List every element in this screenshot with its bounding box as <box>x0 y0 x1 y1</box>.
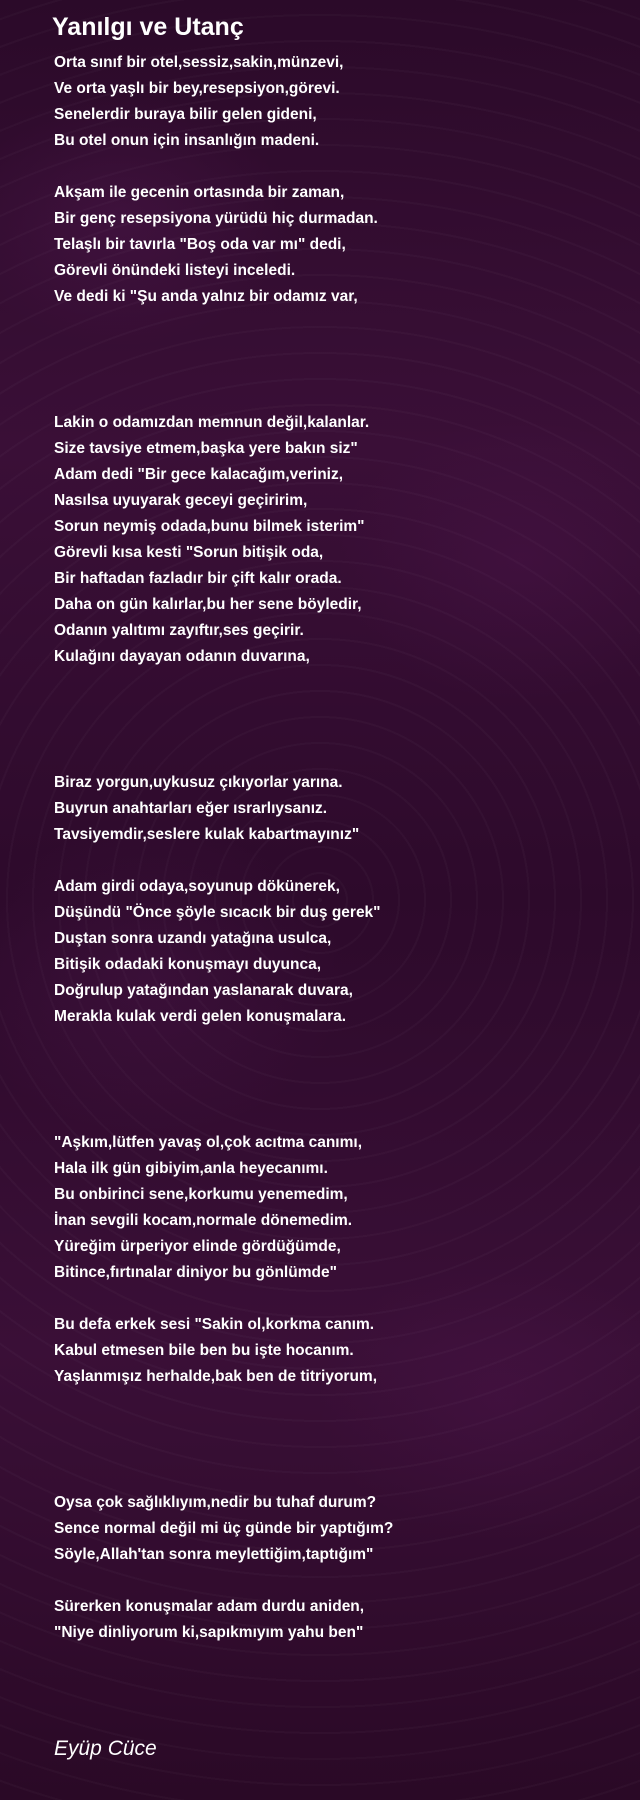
poem-line: Senelerdir buraya bilir gelen gideni, <box>54 106 317 123</box>
poem-line: "Aşkım,lütfen yavaş ol,çok acıtma canımı, <box>54 1134 363 1151</box>
stanza-6 <box>54 1130 362 1286</box>
poem-author: Eyüp Cüce <box>54 1737 157 1760</box>
poem-line: Bitince,fırtınalar diniyor bu gönlümde" <box>54 1264 337 1281</box>
poem-line: Hala ilk gün gibiyim,anla heyecanımı. <box>54 1160 328 1177</box>
poem-line: Sorun neymiş odada,bunu bilmek isterim" <box>54 518 365 535</box>
poem-line: Görevli önündeki listeyi inceledi. <box>54 262 296 279</box>
poem-line: Oysa çok sağlıklıyım,nedir bu tuhaf durum? <box>54 1494 377 1511</box>
poem-line: Yüreğim ürperiyor elinde gördüğümde, <box>54 1238 341 1255</box>
poem-line: Bu onbirinci sene,korkumu yenemedim, <box>54 1186 348 1203</box>
stanza-3 <box>54 410 369 670</box>
poem-line: Tavsiyemdir,seslere kulak kabartmayınız" <box>54 826 360 843</box>
poem-line: Kabul etmesen bile ben bu işte hocanım. <box>54 1342 354 1359</box>
stanza-9 <box>54 1594 364 1646</box>
poem-line: Kulağını dayayan odanın duvarına, <box>54 648 310 665</box>
poem-line: Bu defa erkek sesi "Sakin ol,korkma canım. <box>54 1316 375 1333</box>
poem-line: Bir genç resepsiyona yürüdü hiç durmadan. <box>54 210 378 227</box>
poem-line: Adam dedi "Bir gece kalacağım,veriniz, <box>54 466 344 483</box>
stanza-5 <box>54 874 381 1030</box>
poem-line: Daha on gün kalırlar,bu her sene böyledir, <box>54 596 362 613</box>
poem-line: Bir haftadan fazladır bir çift kalır orada. <box>54 570 342 587</box>
poem-line: Sürerken konuşmalar adam durdu aniden, <box>54 1598 365 1615</box>
poem-line: Doğrulup yatağından yaslanarak duvara, <box>54 982 353 999</box>
poem-line: Söyle,Allah'tan sonra meylettiğim,taptığım" <box>54 1546 374 1563</box>
poem-line: "Niye dinliyorum ki,sapıkmıyım yahu ben" <box>54 1624 364 1641</box>
poem-line: Size tavsiye etmem,başka yere bakın siz" <box>54 440 358 457</box>
poem-line: Ve orta yaşlı bir bey,resepsiyon,görevi. <box>54 80 340 97</box>
poem-line: Lakin o odamızdan memnun değil,kalanlar. <box>54 414 370 431</box>
poem-line: Telaşlı bir tavırla "Boş oda var mı" dedi, <box>54 236 346 253</box>
poem-line: Nasılsa uyuyarak geceyi geçiririm, <box>54 492 308 509</box>
poem-line: Sence normal değil mi üç günde bir yaptığım? <box>54 1520 394 1537</box>
poem-line: Odanın yalıtımı zayıftır,ses geçirir. <box>54 622 304 639</box>
poem-line: Merakla kulak verdi gelen konuşmalara. <box>54 1008 347 1025</box>
poem-line: Buyrun anahtarları eğer ısrarlıysanız. <box>54 800 328 817</box>
poem-line: Görevli kısa kesti "Sorun bitişik oda, <box>54 544 324 561</box>
poem-line: Adam girdi odaya,soyunup dökünerek, <box>54 878 340 895</box>
poem-line: Düşündü "Önce şöyle sıcacık bir duş gerek" <box>54 904 381 921</box>
poem-line: Biraz yorgun,uykusuz çıkıyorlar yarına. <box>54 774 343 791</box>
stanza-2 <box>54 180 378 310</box>
poem-line: Orta sınıf bir otel,sessiz,sakin,münzevi, <box>54 54 344 71</box>
poem-line: Bitişik odadaki konuşmayı duyunca, <box>54 956 322 973</box>
stanza-8 <box>54 1490 393 1568</box>
poem-line: Bu otel onun için insanlığın madeni. <box>54 132 320 149</box>
stanza-1 <box>54 50 343 154</box>
poem-line: Akşam ile gecenin ortasında bir zaman, <box>54 184 345 201</box>
poem-line: Duştan sonra uzandı yatağına usulca, <box>54 930 332 947</box>
poem-title: Yanılgı ve Utanç <box>52 13 244 41</box>
stanza-7 <box>54 1312 377 1390</box>
stanza-4 <box>54 770 359 848</box>
poem-line: Yaşlanmışız herhalde,bak ben de titriyorum, <box>54 1368 378 1385</box>
poem-line: Ve dedi ki "Şu anda yalnız bir odamız var, <box>54 288 358 305</box>
poem-line: İnan sevgili kocam,normale dönemedim. <box>54 1212 353 1229</box>
